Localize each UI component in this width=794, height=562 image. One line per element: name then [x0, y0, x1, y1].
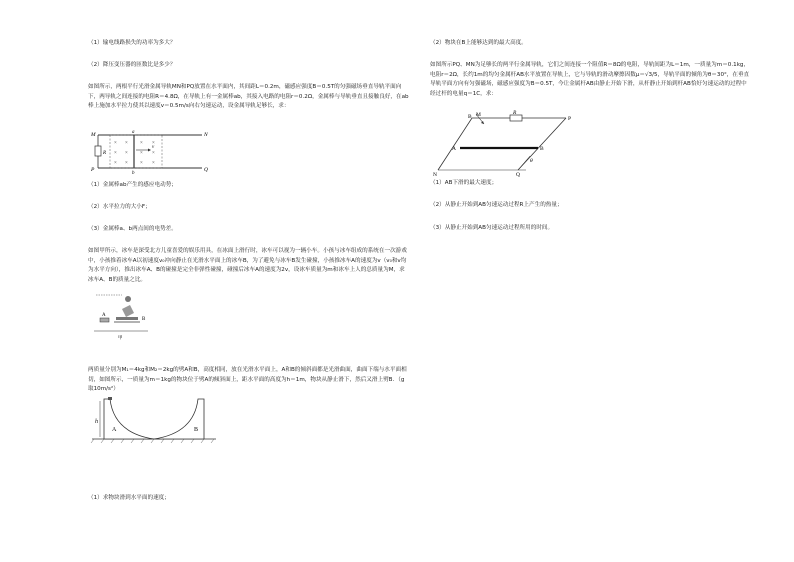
svg-text:×: × — [152, 151, 155, 156]
wedge-label-B: B — [194, 427, 199, 433]
sled-label-B: B — [142, 317, 146, 322]
incline-label-Bpt: B — [540, 146, 544, 152]
svg-text:×: × — [140, 151, 143, 156]
svg-text:×: × — [125, 151, 128, 156]
rails-sub-1: （1）金属棒ab产生的感应电动势； — [88, 182, 177, 188]
svg-text:×: × — [140, 141, 143, 146]
svg-text:×: × — [140, 161, 143, 166]
problem-incline-text: 如图所示PQ、MN为足够长的两平行金属导轨，它们之间连接一个阻值R＝8Ω的电阻，导轨间距为L＝1m，一质量为m＝0.1kg，电阻r＝2Ω，长约1m的均匀金属杆AB水平放置在导轨上，它与导轨的滑动摩擦因数μ＝√3/5，导轨平面的倾角为θ＝30°，在垂直导轨平面方向有匀强磁场，磁感应强度为B＝0.5T，今让金属杆AB由静止开始下滑，从杆静止开始到杆AB恰好匀速运动的过程中经过杆的电量q＝1C，求： — [430, 62, 750, 97]
incline-sub-1: （1）AB下滑的最大速度； — [430, 180, 498, 186]
question-2: （2）降压变压器的匝数比是多少？ — [88, 62, 176, 68]
svg-text:×: × — [114, 151, 117, 156]
wedge-sub-2: （2）物块在B上能够达到的最大高度。 — [430, 40, 527, 46]
rails-sub-2: （2）水平拉力的大小F； — [88, 204, 151, 210]
figure-wedges — [90, 393, 220, 445]
label-N: N — [204, 132, 208, 138]
figure-sled — [92, 291, 156, 341]
svg-text:×: × — [152, 141, 155, 146]
sled-label-A: A — [102, 313, 106, 318]
wedge-label-A: A — [112, 427, 117, 433]
label-M: M — [91, 132, 96, 138]
incline-label-A: A — [452, 146, 456, 152]
label-v: v — [152, 145, 155, 150]
rails-sub-3: （3）金属棒a、b两点间的电势差。 — [88, 226, 177, 232]
incline-sub-2: （2）从静止开始到AB匀速运动过程R上产生的热量； — [430, 202, 563, 208]
figure-incline — [430, 110, 580, 180]
incline-label-B: B — [468, 114, 472, 120]
incline-label-P: P — [568, 116, 572, 122]
wedge-label-h: h — [95, 419, 98, 425]
incline-sub-3: （3）从静止开始到AB匀速运动过程所用的时间。 — [430, 225, 554, 231]
incline-label-Q: Q — [516, 172, 520, 178]
problem-wedge-text: 两质量分别为M₁＝4kg和M₂＝2kg的劈A和B，高度相同，放在光滑水平面上，A和B的倾斜面都是光滑曲面，曲面下端与水平面相切，如图所示，一质量为m＝1kg的物块位于劈A的倾斜面上，距水平面的高度为h＝1m，物块从静止滑下，然后又滑上劈B．（g取10m/s²） — [88, 367, 407, 392]
svg-text:×: × — [125, 161, 128, 166]
incline-label-N: N — [433, 172, 437, 178]
incline-label-theta: θ — [530, 158, 533, 164]
problem-sled-text: 如图甲所示，冰车是深受北方儿童喜爱的娱乐用具，在冰面上滑行时，冰车可以视为一辆小车。小孩与冰车组成的系统在一次游戏中，小孩推着冰车A以初速度v₀冲向静止在光滑水平面上的冰车B，为了避免与冰车B发生碰撞，小孩推冰车A的速度为v（v₀和v均为水平方向），推出冰车A、B的碰撞是完全非弹性碰撞，碰撞后冰车A的速度为2v，设冰车质量为m和冰车上人的总质量为M，求冰车A、B的质量之比。 — [88, 248, 407, 283]
svg-text:×: × — [114, 141, 117, 146]
label-Q: Q — [204, 167, 208, 173]
figure-rails — [90, 130, 210, 174]
incline-label-M: M — [476, 112, 481, 118]
label-b: b — [132, 171, 135, 176]
problem-rails-text: 如图所示，两根平行光滑金属导轨MN和PQ放置在水平面内，其间距L＝0.2m，磁感应强度B＝0.5T的匀强磁场垂直导轨平面向下，两导轨之间连接的电阻R＝4.8Ω，在导轨上有一金属棒ab，其接入电路的电阻r＝0.2Ω，金属棒与导轨垂直且接触良好，在ab棒上施加水平拉力使其以速度v＝0.5m/s向右匀速运动，设金属导轨足够长，求： — [88, 84, 409, 109]
wedge-sub-1: （1）求物块滑到水平面的速度； — [88, 495, 170, 501]
svg-text:×: × — [114, 161, 117, 166]
svg-text:×: × — [125, 141, 128, 146]
label-R: R — [103, 151, 107, 156]
incline-label-R: R — [513, 110, 517, 116]
question-1: （1）输电线路损失的功率为多大？ — [88, 40, 176, 46]
svg-text:×: × — [152, 161, 155, 166]
label-a: a — [132, 130, 135, 135]
label-P: P — [91, 167, 95, 173]
sled-caption: 甲 — [118, 335, 123, 340]
